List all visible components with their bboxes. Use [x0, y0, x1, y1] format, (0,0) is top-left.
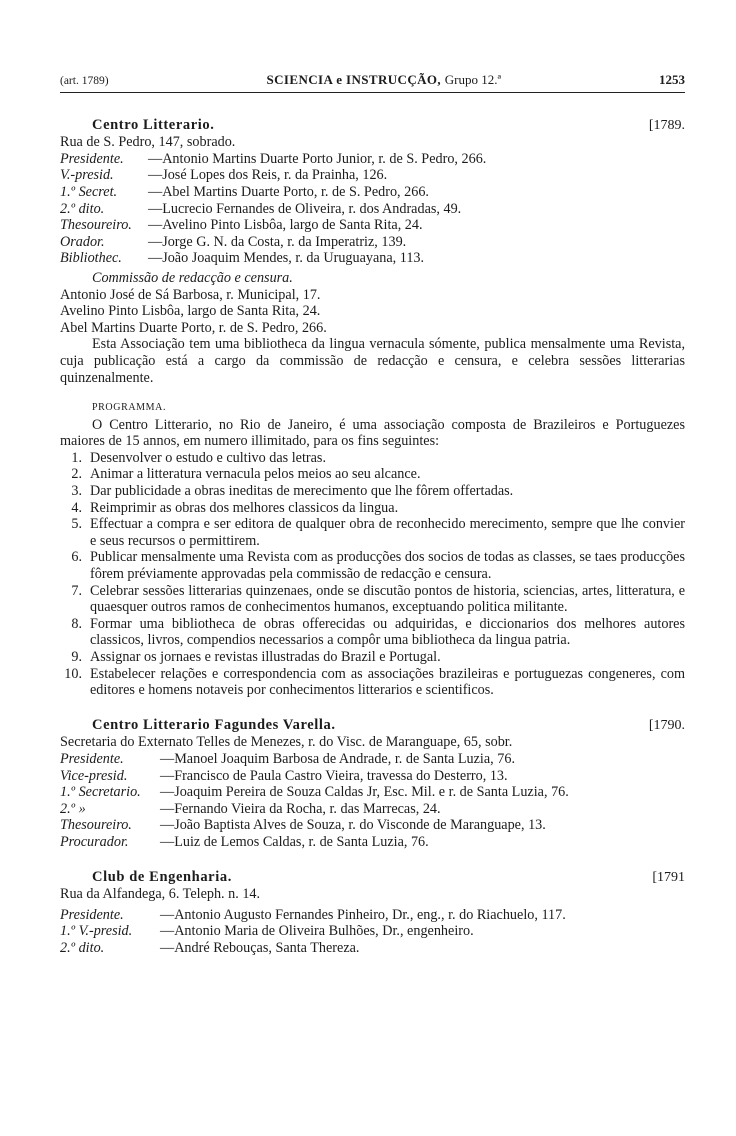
officer-text: —Manoel Joaquim Barbosa de Andrade, r. de Santa Luzia, 76. — [160, 750, 515, 767]
officer-role: 2.º » — [60, 800, 86, 817]
item-text: Effectuar a compra e ser editora de qualquer obra de reconhecido merecimento, sempre que lhe convier e seus recursos o permittirem. — [90, 516, 685, 549]
section-title: Club de Engenharia. — [92, 868, 232, 885]
section-address: Secretaria do Externato Telles de Menezes, r. do Visc. de Maranguape, 65, sobr. — [60, 734, 513, 751]
officer-text: —Joaquim Pereira de Souza Caldas Jr, Esc. Mil. e r. de Santa Luzia, 76. — [160, 784, 569, 801]
officer-text: —Jorge G. N. da Costa, r. da Imperatriz, 139. — [148, 233, 407, 250]
section-heading — [60, 869, 685, 887]
item-text: Estabelecer relações e correspondencia com as associações brazileiras e portuguezas congeneres, com editores e homens notaveis por conhecimentos litterarios e scientificos. — [90, 665, 685, 699]
officer-role: Vice-presid. — [60, 767, 128, 784]
association-description: Esta Associação tem uma bibliotheca da lingua vernacula sómente, publica mensalmente uma Revista, cuja publicação está a cargo da commissão de redacção e censura, e celebra sessões litterarias quinzenalmente. — [60, 336, 685, 386]
officer-row — [60, 751, 685, 768]
section-title: Centro Litterario Fagundes Varella. — [92, 716, 336, 733]
officer-role: 2.º dito. — [60, 939, 105, 956]
programme-intro: O Centro Litterario, no Rio de Janeiro, é uma associação composta de Brazileiros e Portuguezes maiores de 15 annos, em numero illimitado, para os fins seguintes: — [60, 416, 685, 450]
officer-role: V.-presid. — [60, 167, 114, 184]
section-number: [1791 — [652, 869, 685, 885]
item-text: Celebrar sessões litterarias quinzenaes, onde se discutão pontos de historia, sciencias, artes, litteratura, e quaesquer outros ramos de conhecimentos humanos, exceptuando politica militante. — [90, 582, 685, 616]
item-text: Desenvolver o estudo e cultivo das letras. — [90, 449, 326, 466]
programme-item — [60, 583, 685, 616]
item-number: 8. — [71, 615, 82, 632]
officer-text: —João Baptista Alves de Souza, r. do Visconde de Maranguape, 13. — [160, 817, 546, 834]
item-number: 2. — [71, 466, 82, 483]
section-heading — [60, 717, 685, 735]
document-page — [60, 72, 685, 957]
section-title: Centro Litterario. — [92, 116, 215, 133]
section-address: Rua de S. Pedro, 147, sobrado. — [60, 134, 236, 151]
officer-row — [60, 201, 685, 218]
officer-row — [60, 234, 685, 251]
programme-item — [60, 466, 685, 483]
officer-row — [60, 817, 685, 834]
officer-role: Thesoureiro. — [60, 817, 132, 834]
officer-role: 1.º V.-presid. — [60, 923, 133, 940]
item-text: Animar a litteratura vernacula pelos meios ao seu alcance. — [90, 466, 421, 483]
item-text: Formar uma bibliotheca de obras offerecidas ou adquiridas, e diccionarios dos melhores autores classicos, livros, compendios necessarios a compôr uma bibliotheca da lingua patria. — [90, 615, 685, 649]
page-number: 1253 — [659, 72, 685, 87]
item-text: Assignar os jornaes e revistas illustradas do Brazil e Portugal. — [90, 649, 441, 665]
officer-text: —Lucrecio Fernandes de Oliveira, r. dos Andradas, 49. — [148, 200, 462, 217]
programme-item — [60, 483, 685, 500]
programme-item — [60, 649, 685, 666]
officer-text: —José Lopes dos Reis, r. da Prainha, 126. — [148, 167, 388, 184]
section-number: [1790. — [648, 717, 685, 733]
officer-text: —Antonio Martins Duarte Porto Junior, r. de S. Pedro, 266. — [148, 150, 487, 167]
officer-role: Presidente. — [60, 906, 124, 923]
officer-text: —Abel Martins Duarte Porto, r. de S. Pedro, 266. — [148, 183, 429, 200]
section-number: [1789. — [648, 117, 685, 133]
officer-row — [60, 784, 685, 801]
item-number: 9. — [71, 649, 82, 665]
officer-role: Thesoureiro. — [60, 217, 132, 234]
header-article-ref: (art. 1789) — [60, 75, 109, 87]
committee-member: Abel Martins Duarte Porto, r. de S. Pedro, 266. — [60, 319, 327, 336]
officer-text: —Avelino Pinto Lisbôa, largo de Santa Rita, 24. — [148, 217, 423, 234]
officer-text: —Antonio Maria de Oliveira Bulhões, Dr., engenheiro. — [160, 923, 474, 940]
officer-text: —João Joaquim Mendes, r. da Uruguayana, 113. — [148, 250, 425, 267]
section-address: Rua da Alfandega, 6. Teleph. n. 14. — [60, 886, 261, 903]
item-text: Dar publicidade a obras ineditas de merecimento que lhe fôrem offertadas. — [90, 483, 514, 500]
officer-role: 1.º Secretario. — [60, 784, 141, 801]
officer-row — [60, 834, 685, 851]
programme-item — [60, 666, 685, 699]
officer-row — [60, 940, 685, 957]
officer-role: Bibliothec. — [60, 250, 122, 267]
item-number: 4. — [71, 499, 82, 516]
programme-item — [60, 516, 685, 549]
section-club-engenharia — [60, 869, 685, 957]
committee-member: Avelino Pinto Lisbôa, largo de Santa Rita, 24. — [60, 303, 321, 320]
item-number: 7. — [71, 582, 82, 599]
officer-role: Orador. — [60, 233, 105, 250]
officer-row — [60, 801, 685, 818]
programme-item — [60, 616, 685, 649]
section-heading — [60, 117, 685, 135]
officer-text: —Luiz de Lemos Caldas, r. de Santa Luzia, 76. — [160, 833, 429, 850]
officer-row — [60, 250, 685, 267]
item-number: 3. — [71, 483, 82, 500]
officer-row — [60, 167, 685, 184]
officer-text: —Antonio Augusto Fernandes Pinheiro, Dr., eng., r. do Riachuelo, 117. — [160, 906, 566, 923]
section-centro-litterario — [60, 117, 685, 699]
programme-title: PROGRAMMA. — [92, 402, 167, 414]
officer-role: Presidente. — [60, 150, 124, 167]
officer-row — [60, 184, 685, 201]
officer-row — [60, 923, 685, 940]
item-number: 6. — [71, 549, 82, 566]
officer-role: 2.º dito. — [60, 200, 105, 217]
header-title — [267, 72, 502, 89]
programme-item — [60, 450, 685, 467]
officer-row — [60, 217, 685, 234]
section-centro-fagundes-varella — [60, 717, 685, 851]
item-text: Publicar mensalmente uma Revista com as producções dos socios de todas as classes, se taes producções fôrem préviamente approvadas pela commissão de redacção e censura. — [90, 549, 685, 583]
header-title-text: SCIENCIA e INSTRUCÇÃO, — [266, 72, 442, 87]
programme-item — [60, 500, 685, 517]
item-text: Reimprimir as obras dos melhores classicos da lingua. — [90, 499, 399, 516]
running-header — [60, 72, 685, 93]
officer-role: Presidente. — [60, 750, 124, 767]
officer-row — [60, 907, 685, 924]
officer-role: Procurador. — [60, 833, 129, 850]
officer-text: —Fernando Vieira da Rocha, r. das Marrecas, 24. — [160, 800, 441, 817]
officer-role: 1.º Secret. — [60, 183, 118, 200]
item-number: 5. — [71, 516, 82, 533]
officer-text: —Francisco de Paula Castro Vieira, travessa do Desterro, 13. — [160, 767, 508, 784]
header-grupo: Grupo 12.ª — [444, 72, 502, 87]
officer-text: —André Rebouças, Santa Thereza. — [160, 939, 360, 956]
item-number: 10. — [64, 665, 82, 682]
committee-member: Antonio José de Sá Barbosa, r. Municipal, 17. — [60, 286, 321, 303]
item-number: 1. — [71, 449, 82, 466]
committee-title: Commissão de redacção e censura. — [92, 269, 293, 286]
officer-row — [60, 768, 685, 785]
officer-row — [60, 151, 685, 168]
programme-item — [60, 549, 685, 582]
